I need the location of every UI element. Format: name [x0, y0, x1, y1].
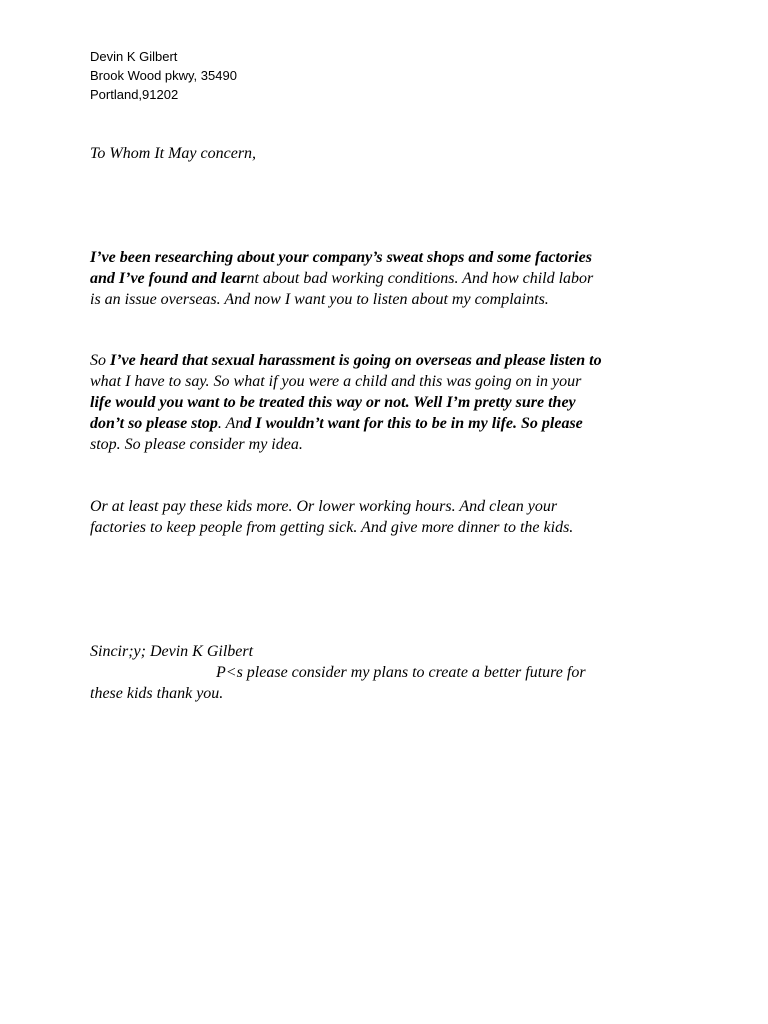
- paragraph-1-line-2-rest: nt about bad working conditions. And how child labor: [246, 270, 594, 287]
- paragraph-1-line-3: is an issue overseas. And now I want you to listen about my complaints.: [90, 291, 549, 308]
- paragraph-2-line-4-bold: don’t so please stop: [90, 415, 218, 432]
- paragraph-2-line-4-plain: . An: [217, 415, 244, 432]
- paragraph-2-line-1: [90, 350, 690, 371]
- paragraph-1-line-2: [90, 268, 690, 289]
- paragraph-2-line-1-bold: I’ve heard that sexual harassment is going on overseas and please listen to: [110, 352, 602, 369]
- paragraph-2-line-4: [90, 413, 690, 434]
- paragraph-3-line-1: Or at least pay these kids more. Or lower working hours. And clean your: [90, 498, 558, 515]
- closing: [90, 641, 690, 704]
- paragraph-2-line-5: stop. So please consider my idea.: [90, 436, 303, 453]
- paragraph-3-line-2: factories to keep people from getting sick. And give more dinner to the kids.: [90, 519, 574, 536]
- paragraph-2-line-1-plain: So: [90, 352, 110, 369]
- paragraph-3: [90, 496, 690, 538]
- salutation: To Whom It May concern,: [90, 145, 257, 162]
- paragraph-2: [90, 350, 690, 455]
- paragraph-1-line-2-bold: and I’ve found and lear: [90, 270, 247, 287]
- paragraph-2-line-2: what I have to say. So what if you were a child and this was going on in your: [90, 373, 582, 390]
- sender-city: Portland,91202: [90, 87, 179, 102]
- postscript-line-1: P<s please consider my plans to create a better future for: [216, 664, 586, 681]
- signoff: Sincir;y; Devin K Gilbert: [90, 643, 254, 660]
- postscript-line-2: these kids thank you.: [90, 685, 224, 702]
- paragraph-1: [90, 247, 690, 310]
- paragraph-1-line-1: I’ve been researching about your company’s sweat shops and some factories: [90, 249, 592, 266]
- paragraph-2-line-4-bold-2: d I wouldn’t want for this to be in my life. So please: [243, 415, 583, 432]
- paragraph-2-line-3: life would you want to be treated this way or not. Well I’m pretty sure they: [90, 394, 576, 411]
- sender-name: Devin K Gilbert: [90, 49, 178, 64]
- sender-address: [90, 47, 237, 104]
- sender-street: Brook Wood pkwy, 35490: [90, 68, 237, 83]
